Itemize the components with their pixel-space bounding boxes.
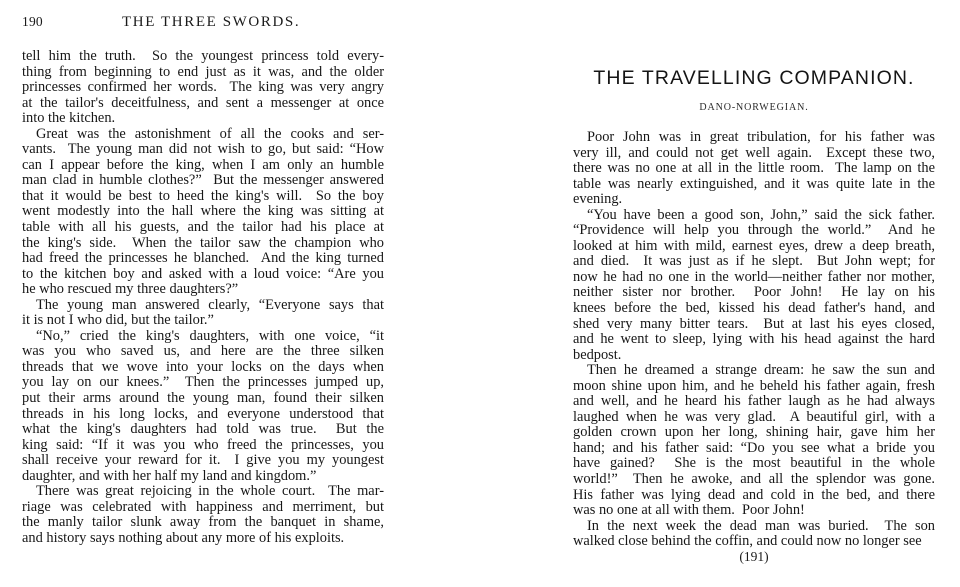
text-line: he who rescued my three daughters?” <box>22 281 239 298</box>
text-line: table was nearly extinguished, and it was quite late in the <box>573 175 935 192</box>
text-line: walked close behind the coffin, and could now no longer see <box>573 533 922 550</box>
text-line: His father was lying dead and cold in the bed, and there <box>573 486 935 503</box>
text-line: at the tailor's deceitfulness, and sent a messenger at once <box>22 94 384 111</box>
text-line: laughed when he was very glad. A beautiful girl, with a <box>573 408 935 425</box>
story-title: THE TRAVELLING COMPANION. <box>593 67 915 89</box>
paragraph <box>22 298 384 329</box>
text-line: was no one at all with them. Poor John! <box>573 502 805 519</box>
text-line: hand; and his father said: “Do you see what a bride you <box>573 439 935 456</box>
text-line: into the kitchen. <box>22 110 116 127</box>
text-line: can I appear before the king, when I am only an humble <box>22 156 384 173</box>
text-line: golden crown upon her long, shining hair, gave him her <box>573 424 935 441</box>
text-line: shed very many bitter tears. But at last his eyes closed, <box>573 315 935 332</box>
text-line: Then he dreamed a strange dream: he saw the sun and <box>587 362 935 379</box>
paragraph <box>22 127 384 298</box>
paragraph <box>573 519 935 550</box>
text-line: looked at him with mild, earnest eyes, drew a deep breath, <box>573 237 935 254</box>
text-line: threads that we wove into your locks on the days when <box>22 358 384 375</box>
right-column-body-text <box>573 130 935 550</box>
text-line: tell him the truth. So the youngest princess told every- <box>22 48 384 64</box>
text-line: king said: “If it was you who freed the princesses, you <box>22 436 384 453</box>
text-line: bedpost. <box>573 346 622 363</box>
text-line: there was no one at all in the little room. The lamp on the <box>573 160 935 177</box>
text-line: that it would be best to heed the king's will. So the boy <box>22 187 384 204</box>
text-line: very ill, and could not get well again. Except these two, <box>573 144 935 161</box>
text-line: the king's side. When the tailor saw the champion who <box>22 234 384 251</box>
text-line: and died. It was just as if he slept. But John wept; for <box>573 253 935 270</box>
left-page-column <box>22 14 384 547</box>
running-head <box>22 14 384 36</box>
text-line: table with all his guests, and the tailor had his place at <box>22 219 384 236</box>
text-line: have gained? She is the most beautiful in the whole <box>573 455 935 472</box>
right-page-column <box>573 14 935 550</box>
text-line: now he had no one in the world—neither father nor mother, <box>573 268 935 285</box>
text-line: and he went to sleep, lying with his head against the hard <box>573 331 935 348</box>
text-line: neither sister nor brother. Poor John! He lay on his <box>573 284 935 301</box>
text-line: “Providence will help you through the world.” And he <box>573 222 935 239</box>
text-line: riage was celebrated with happiness and merriment, but <box>22 498 384 515</box>
story-subtitle: DANO-NORWEGIAN. <box>699 102 809 113</box>
text-line: went modestly into the hall where the king was sitting at <box>22 203 384 220</box>
text-line: and well, and he heard his father laugh as he had always <box>573 393 935 410</box>
paragraph <box>22 329 384 484</box>
running-head-title: THE THREE SWORDS. <box>122 14 301 30</box>
left-column-body-text <box>22 49 384 547</box>
text-line: what the king's daughters had told was true. But the <box>22 421 384 438</box>
text-line: it is not I who did, but the tailor.” <box>22 312 214 329</box>
text-line: man clad in humble clothes?” But the messenger answered <box>22 172 384 189</box>
text-line: “No,” cried the king's daughters, with one voice, “it <box>36 327 384 344</box>
text-line: moon shine upon him, and he beheld his father again, fresh <box>573 377 935 394</box>
text-line: was you who saved us, and here are the three silken <box>22 343 384 360</box>
text-line: thing from beginning to end just as it was, and the older <box>22 63 384 80</box>
paragraph <box>573 363 935 518</box>
text-line: There was great rejoicing in the whole court. The mar- <box>36 483 384 500</box>
text-line: knees before the bed, kissed his dead father's hand, and <box>573 300 935 317</box>
footer-folio-number: (191) <box>739 549 769 564</box>
text-line: Great was the astonishment of all the cooks and ser- <box>36 125 384 142</box>
paragraph <box>573 130 935 208</box>
text-line: world!” Then he awoke, and all the splendor was gone. <box>573 471 935 488</box>
paragraph <box>573 208 935 363</box>
text-line: In the next week the dead man was buried. The son <box>587 517 935 534</box>
text-line: had freed the princesses he blanched. And the king turned <box>22 250 384 267</box>
text-line: daughter, and with her half my land and kingdom.” <box>22 467 317 484</box>
text-line: The young man answered clearly, “Everyone says that <box>36 296 384 313</box>
text-line: evening. <box>573 191 623 208</box>
text-line: vants. The young man did not wish to go, but said: “How <box>22 141 384 158</box>
text-line: to the kitchen boy and asked with a loud voice: “Are you <box>22 265 384 282</box>
text-line: the manly tailor slunk away from the banquet in shame, <box>22 514 384 531</box>
paragraph <box>22 484 384 546</box>
text-line: “You have been a good son, John,” said the sick father. <box>587 206 935 223</box>
text-line: put their arms around the young man, found their silken <box>22 390 384 407</box>
paragraph <box>22 49 384 127</box>
text-line: you lay on our knees.” Then the princesses jumped up, <box>22 374 384 391</box>
text-line: Poor John was in great tribulation, for his father was <box>587 129 935 145</box>
text-line: threads in his long locks, and everyone understood that <box>22 405 384 422</box>
text-line: princesses confirmed her words. The king was very angry <box>22 79 384 96</box>
page-folio-number: 190 <box>22 14 43 29</box>
text-line: shall receive your reward for it. I give you my youngest <box>22 452 384 469</box>
text-line: and history says nothing about any more of his exploits. <box>22 529 345 546</box>
